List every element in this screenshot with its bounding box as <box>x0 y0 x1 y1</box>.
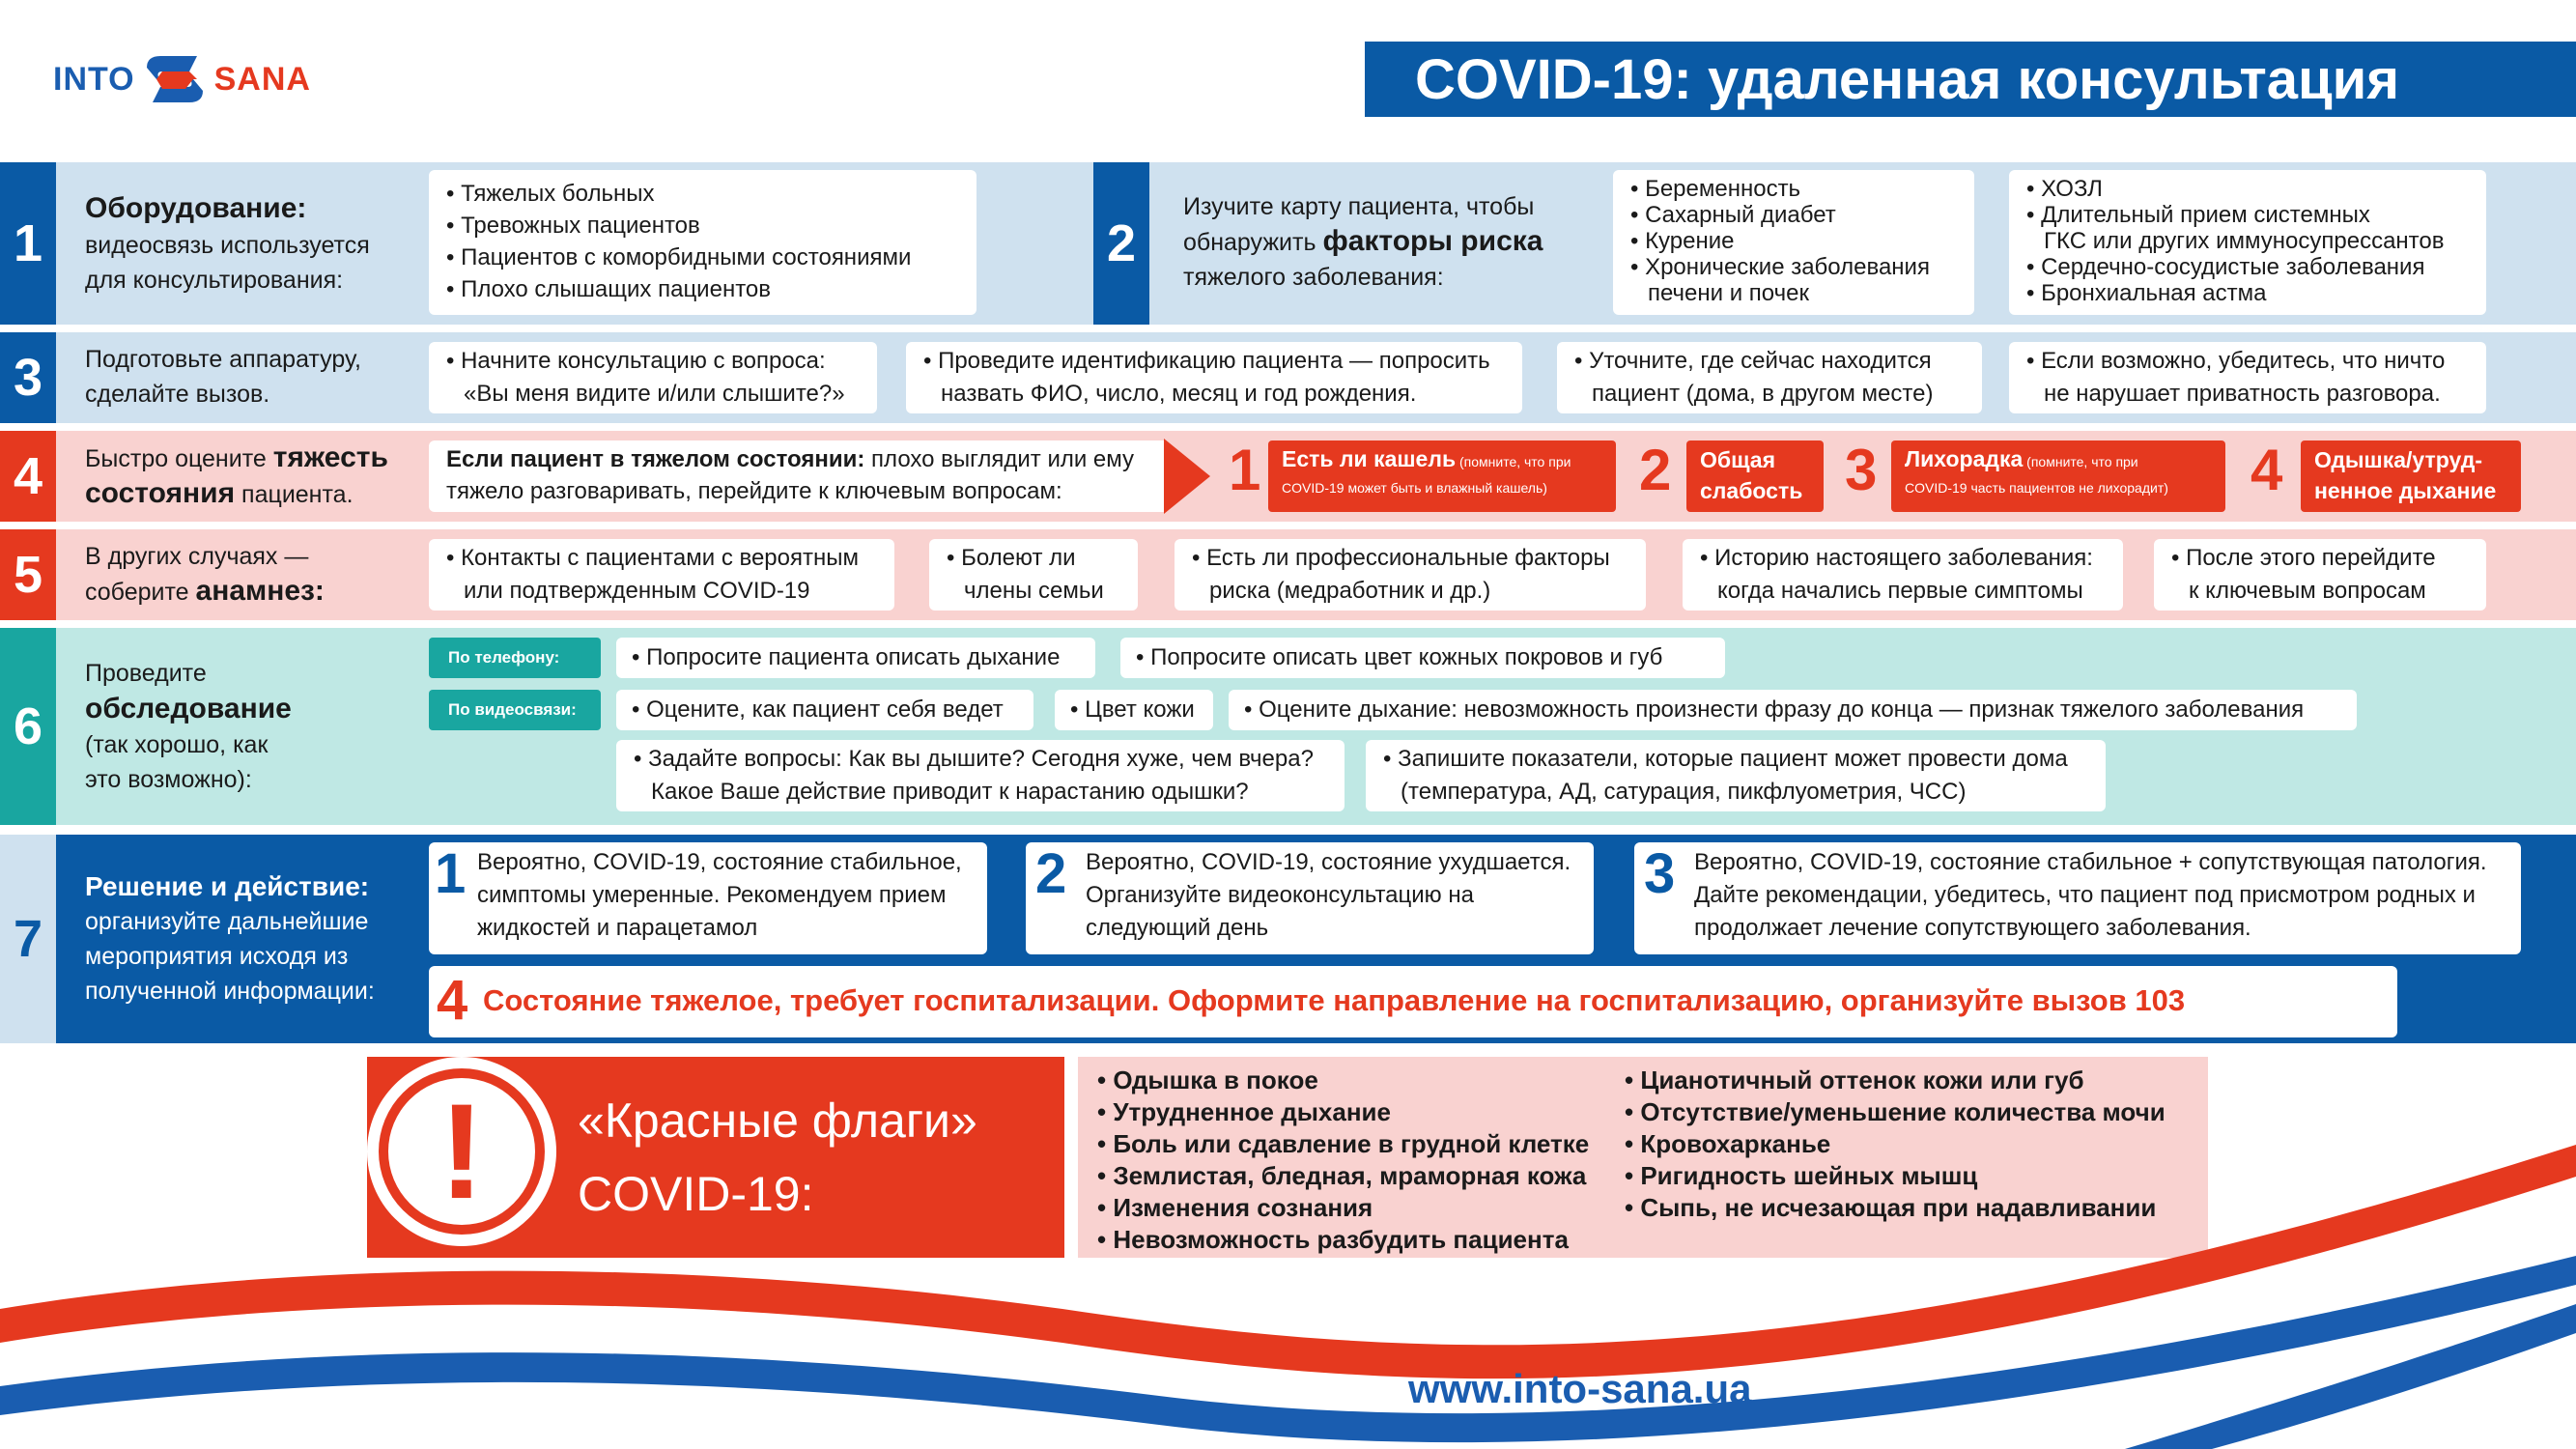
equipment-item: • Тяжелых больных <box>446 181 655 207</box>
row-5-title-l1: В других случаях — <box>85 543 309 570</box>
row-5-title <box>85 539 433 610</box>
red-flag-item: • Одышка в покое <box>1097 1065 1318 1094</box>
key-question-1-note-2: COVID-19 может быть и влажный кашель) <box>1282 480 1547 496</box>
box-line: • Если возможно, убедитесь, что ничто <box>2026 348 2446 374</box>
risk-item: ГКС или других иммуносупрессантов <box>2044 228 2445 254</box>
box-line: • Болеют ли <box>947 545 1076 571</box>
risk-item: • Сердечно-сосудистые заболевания <box>2026 254 2425 280</box>
box-line: члены семьи <box>964 578 1104 604</box>
risk-item: • Беременность <box>1630 176 1801 202</box>
history-box-1 <box>429 539 894 611</box>
box-line: Дайте рекомендации, убедитесь, что пациент под присмотром родных и <box>1694 882 2476 908</box>
red-flag-item: • Изменения сознания <box>1097 1193 1373 1222</box>
severity-box <box>429 440 1169 512</box>
row-3-title <box>85 342 433 412</box>
box-line: • После этого перейдите <box>2171 545 2436 571</box>
key-question-3-note: (помните, что при <box>2023 454 2138 469</box>
row-6-title <box>85 656 404 797</box>
history-box-5 <box>2154 539 2486 611</box>
box-line: • Историю настоящего заболевания: <box>1700 545 2093 571</box>
exam-extra-1 <box>616 740 1345 811</box>
key-question-1-note: (помните, что при <box>1456 454 1571 469</box>
box-line: пациент (дома, в другом месте) <box>1592 381 1934 407</box>
title-bar <box>1365 42 2576 117</box>
box-line: следующий день <box>1086 915 1269 941</box>
red-flag-item: • Боль или сдавление в грудной клетке <box>1097 1129 1590 1158</box>
risk-item: • Хронические заболевания <box>1630 254 1930 280</box>
history-box-2 <box>929 539 1138 611</box>
row-4-title-l2 <box>85 476 452 512</box>
prepare-box-4 <box>2009 342 2486 413</box>
risk-item: • ХОЗЛ <box>2026 176 2103 202</box>
key-question-2-l2: слабость <box>1700 478 1803 503</box>
box-line: • Контакты с пациентами с вероятным <box>446 545 859 571</box>
risk-item: печени и почек <box>1648 280 1809 306</box>
exam-video-2 <box>1055 690 1213 730</box>
box-line: «Вы меня видите и/или слышите?» <box>464 381 845 407</box>
row-5-title-l2 <box>85 574 433 610</box>
key-question-4-l2: ненное дыхание <box>2314 478 2497 503</box>
severity-line-1 <box>446 443 1151 475</box>
row-4-title-d: пациента. <box>235 481 354 508</box>
decision-option-1 <box>429 842 987 954</box>
row-1-title-bold: Оборудование: <box>85 192 307 224</box>
box-line: Вероятно, COVID-19, состояние ухудшается. <box>1086 849 1571 875</box>
row-4-title-b: тяжесть <box>272 441 388 473</box>
key-question-1 <box>1268 440 1616 512</box>
red-flag-item: • Землистая, бледная, мраморная кожа <box>1097 1161 1587 1190</box>
red-flag-item: • Кровохарканье <box>1625 1129 1831 1158</box>
decision-option-2 <box>1026 842 1594 954</box>
equipment-item: • Пациентов с коморбидными состояниями <box>446 244 912 270</box>
equipment-list <box>429 170 977 315</box>
box-line: • Есть ли профессиональные факторы <box>1192 545 1610 571</box>
red-flag-item: • Утрудненное дыхание <box>1097 1097 1392 1126</box>
box-line: • Начните консультацию с вопроса: <box>446 348 826 374</box>
exam-video-1 <box>616 690 1033 730</box>
row-6-title-bold: обследование <box>85 693 292 724</box>
row-7-title-l4: полученной информации: <box>85 978 375 1005</box>
row-6-title-l1: Проведите <box>85 660 207 687</box>
row-4-number: 4 <box>0 431 56 522</box>
severity-bold: Если пациент в тяжелом состоянии: <box>446 446 865 472</box>
exam-video-3 <box>1229 690 2357 730</box>
row-7-number: 7 <box>0 835 56 1043</box>
risk-list-a <box>1613 170 1974 315</box>
key-question-4-l1: Одышка/утруд- <box>2314 447 2482 472</box>
box-line: • Попросите описать цвет кожных покровов и губ <box>1136 644 1663 670</box>
history-box-3 <box>1175 539 1646 611</box>
exclamation-icon: ! <box>439 1075 485 1227</box>
box-line: • Задайте вопросы: Как вы дышите? Сегодня хуже, чем вчера? <box>634 746 1314 772</box>
key-question-3-label: Лихорадка <box>1905 446 2024 471</box>
decision-urgent-text: Состояние тяжелое, требует госпитализации. Оформите направление на госпитализацию, организуйте вызов 103 <box>483 983 2186 1017</box>
severity-line-2: тяжело разговаривать, перейдите к ключевым вопросам: <box>446 478 1062 504</box>
box-line: симптомы умеренные. Рекомендуем прием <box>477 882 947 908</box>
row-7-title-l3: мероприятия исходя из <box>85 943 349 970</box>
box-line: • Оцените, как пациент себя ведет <box>632 696 1004 723</box>
row-1-title-l1: видеосвязь используется <box>85 232 370 259</box>
risk-item: • Бронхиальная астма <box>2026 280 2267 306</box>
logo-text-into: INTO <box>53 60 135 98</box>
row-7-title <box>85 869 433 1009</box>
prepare-box-2 <box>906 342 1522 413</box>
box-line: продолжает лечение сопутствующего заболевания. <box>1694 915 2251 941</box>
box-line: или подтвержденным COVID-19 <box>464 578 810 604</box>
box-line: когда начались первые симптомы <box>1717 578 2083 604</box>
severity-rest: плохо выглядит или ему <box>864 446 1135 472</box>
box-line: Какое Ваше действие приводит к нарастанию одышки? <box>651 779 1249 805</box>
footer-url[interactable]: www.into-sana.ua <box>1408 1366 1752 1411</box>
decision-option-1-number: 1 <box>435 842 467 905</box>
row-4-title-a: Быстро оцените <box>85 445 273 472</box>
logo-mark-icon <box>139 50 211 108</box>
risk-factors-label: факторы риска <box>1322 225 1543 257</box>
row-5-title-b: соберите <box>85 579 196 606</box>
key-question-3-number: 3 <box>1845 438 1878 502</box>
box-line: • Уточните, где сейчас находится <box>1574 348 1932 374</box>
box-line: Вероятно, COVID-19, состояние стабильное + сопутствующая патология. <box>1694 849 2487 875</box>
decorative-waves <box>0 1140 2576 1449</box>
row-1-title-l2: для консультирования: <box>85 267 344 294</box>
exam-phone-1 <box>616 638 1095 678</box>
page-title: COVID-19: удаленная консультация <box>1415 47 2400 111</box>
row-2-title-l2a: обнаружить <box>1183 229 1323 256</box>
row-2-title-l3: тяжелого заболевания: <box>1183 264 1444 291</box>
row-2-title-l1: Изучите карту пациента, чтобы <box>1183 193 1535 220</box>
box-line: • Оцените дыхание: невозможность произнести фразу до конца — признак тяжелого заболевания <box>1244 696 2305 723</box>
row-7-title-bold: Решение и действие: <box>85 871 370 901</box>
history-box-4 <box>1683 539 2123 611</box>
key-question-1-label: Есть ли кашель <box>1282 446 1457 471</box>
decision-urgent-number: 4 <box>437 969 468 1032</box>
red-flag-item: • Цианотичный оттенок кожи или губ <box>1625 1065 2084 1094</box>
row-4-title <box>85 440 452 512</box>
box-line: жидкостей и парацетамол <box>477 915 758 941</box>
tag-by-video: По видеосвязи: <box>429 690 601 730</box>
risk-item: • Курение <box>1630 228 1735 254</box>
decision-option-3 <box>1634 842 2521 954</box>
risk-list-b <box>2009 170 2486 315</box>
box-line: • Попросите пациента описать дыхание <box>632 644 1061 670</box>
box-line: • Цвет кожи <box>1070 696 1195 723</box>
red-flag-item: • Ригидность шейных мышц <box>1625 1161 1978 1190</box>
box-line: не нарушает приватность разговора. <box>2044 381 2441 407</box>
box-line: (температура, АД, сатурация, пикфлуометрия, ЧСС) <box>1401 779 1967 805</box>
exam-phone-2 <box>1120 638 1725 678</box>
prepare-box-3 <box>1557 342 1982 413</box>
row-4-title-l1 <box>85 440 452 476</box>
row-2-number: 2 <box>1093 162 1149 325</box>
key-question-2-number: 2 <box>1639 438 1672 502</box>
logo-text-sana: SANA <box>213 60 311 98</box>
key-question-3 <box>1891 440 2225 512</box>
box-line: • Запишите показатели, которые пациент может провести дома <box>1383 746 2068 772</box>
row-4-title-c: состояния <box>85 477 236 509</box>
box-line: • Проведите идентификацию пациента — попросить <box>923 348 1490 374</box>
row-3-title-l1: Подготовьте аппаратуру, <box>85 346 361 373</box>
logo <box>53 50 311 108</box>
box-line: к ключевым вопросам <box>2189 578 2426 604</box>
row-1-number: 1 <box>0 162 56 325</box>
key-question-2 <box>1686 440 1824 512</box>
row-3-title-l2: сделайте вызов. <box>85 381 270 408</box>
red-flags-title-l1: «Красные флаги» <box>578 1094 977 1148</box>
row-1-title <box>85 189 433 298</box>
decision-urgent <box>429 966 2397 1037</box>
decision-option-3-number: 3 <box>1644 842 1676 905</box>
prepare-box-1 <box>429 342 877 413</box>
tag-by-phone: По телефону: <box>429 638 601 678</box>
row-5-title-c: анамнез: <box>195 575 325 607</box>
risk-item: • Длительный прием системных <box>2026 202 2370 228</box>
key-question-2-l1: Общая <box>1700 447 1775 472</box>
arrow-right-icon <box>1164 439 1210 514</box>
box-line: риска (медработник и др.) <box>1209 578 1491 604</box>
key-question-4 <box>2301 440 2521 512</box>
decision-option-2-number: 2 <box>1035 842 1067 905</box>
box-line: Организуйте видеоконсультацию на <box>1086 882 1474 908</box>
red-flag-item: • Невозможность разбудить пациента <box>1097 1225 1569 1254</box>
row-3-number: 3 <box>0 332 56 423</box>
key-question-3-note-2: COVID-19 часть пациентов не лихорадит) <box>1905 480 2168 496</box>
equipment-item: • Плохо слышащих пациентов <box>446 276 772 302</box>
row-6-number: 6 <box>0 628 56 825</box>
row-5-number: 5 <box>0 529 56 620</box>
exam-extra-2 <box>1366 740 2106 811</box>
row-2-title-l2 <box>1183 224 1608 260</box>
row-7-title-l2: организуйте дальнейшие <box>85 908 369 935</box>
row-6-title-l4: это возможно): <box>85 766 252 793</box>
row-2-title <box>1183 189 1608 295</box>
box-line: Вероятно, COVID-19, состояние стабильное, <box>477 849 962 875</box>
key-question-4-number: 4 <box>2250 438 2283 502</box>
key-question-1-number: 1 <box>1229 438 1261 502</box>
risk-item: • Сахарный диабет <box>1630 202 1836 228</box>
red-flag-item: • Сыпь, не исчезающая при надавливании <box>1625 1193 2157 1222</box>
red-flags-title-l2: COVID-19: <box>578 1167 814 1221</box>
equipment-item: • Тревожных пациентов <box>446 213 700 239</box>
row-6-title-l3: (так хорошо, как <box>85 731 269 758</box>
red-flag-item: • Отсутствие/уменьшение количества мочи <box>1625 1097 2166 1126</box>
box-line: назвать ФИО, число, месяц и год рождения. <box>941 381 1417 407</box>
